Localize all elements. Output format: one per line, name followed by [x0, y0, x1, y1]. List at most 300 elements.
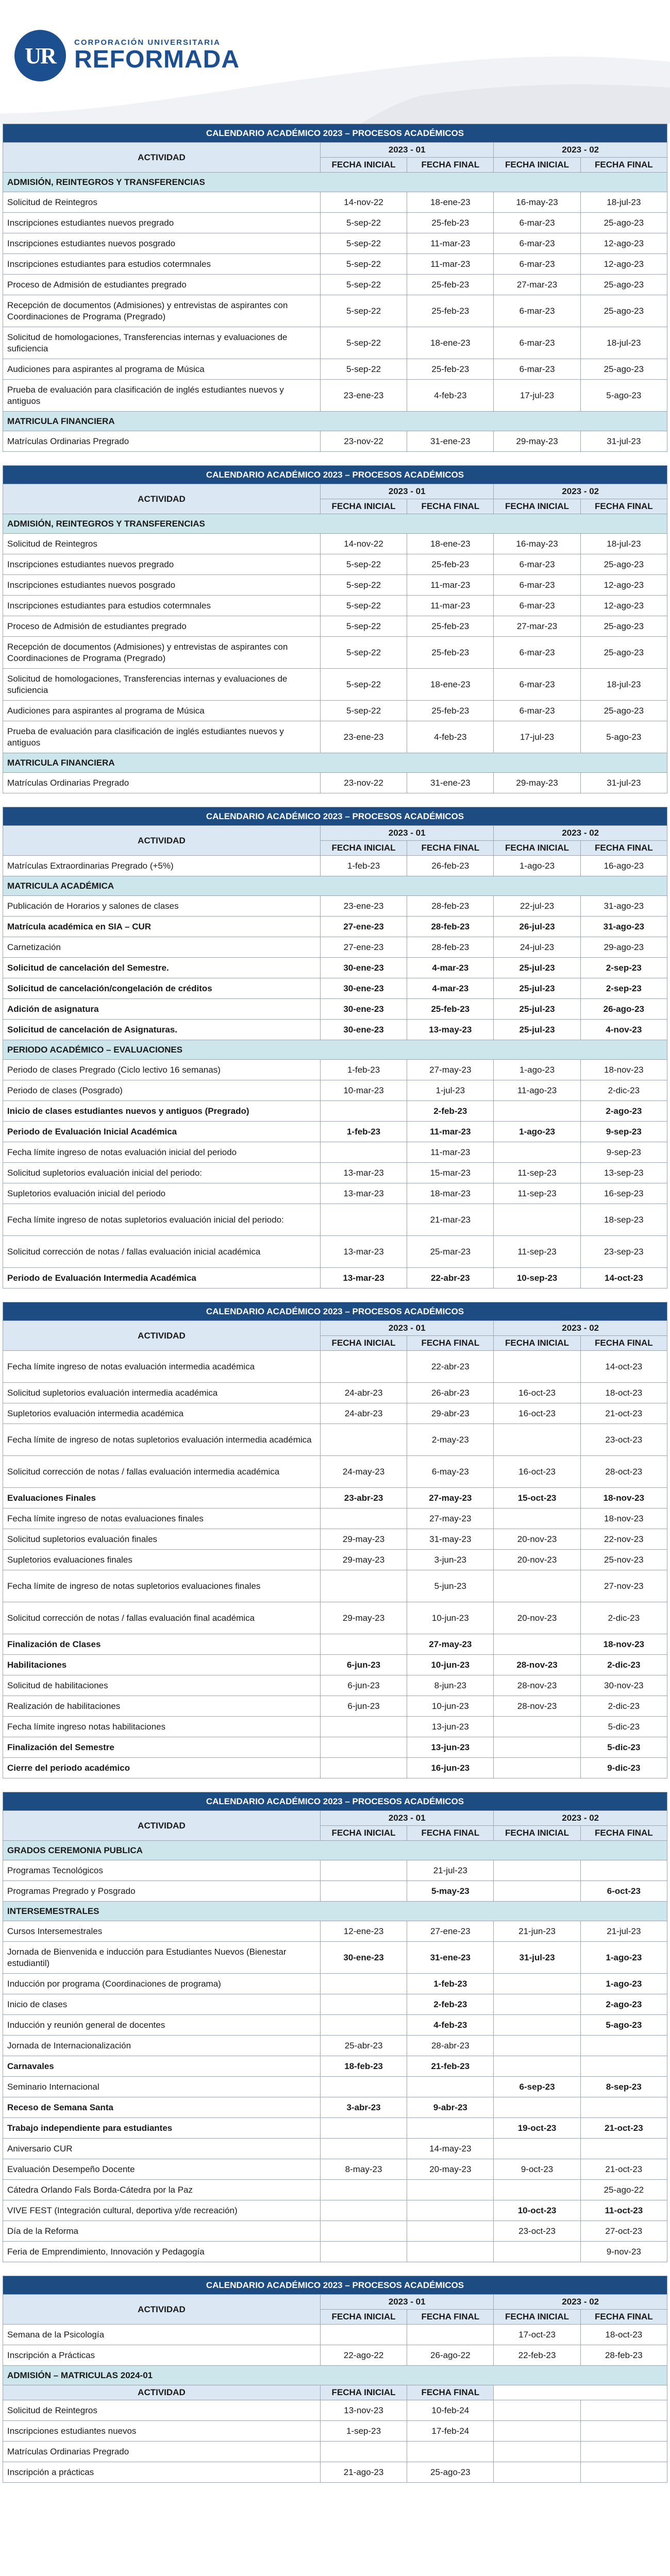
activity-cell: Programas Tecnológicos [3, 1860, 321, 1881]
date-cell: 18-jul-23 [580, 669, 667, 701]
date-cell: 18-oct-23 [580, 2325, 667, 2345]
date-cell: 25-ago-23 [580, 554, 667, 575]
date-cell: 21-oct-23 [580, 2159, 667, 2180]
activity-cell: Carnavales [3, 2056, 321, 2077]
date-cell: 25-abr-23 [320, 2036, 407, 2056]
table-row [3, 2200, 667, 2221]
table-row [3, 1994, 667, 2015]
brand-name: REFORMADA [74, 46, 240, 74]
date-cell [494, 2242, 580, 2262]
table-title: CALENDARIO ACADÉMICO 2023 – PROCESOS ACADÉMICOS [3, 1792, 667, 1811]
period-header: 2023 - 02 [494, 1321, 667, 1336]
activity-cell: Inscripciones estudiantes nuevos [3, 2421, 321, 2442]
activity-cell: Proceso de Admisión de estudiantes pregrado [3, 616, 321, 637]
date-cell: 6-mar-23 [494, 254, 580, 275]
date-cell: 9-sep-23 [580, 1122, 667, 1142]
activity-cell: Cursos Intersemestrales [3, 1921, 321, 1942]
date-cell: 8-may-23 [320, 2159, 407, 2180]
date-column-header: FECHA INICIAL [494, 499, 580, 514]
date-cell: 21-feb-23 [407, 2056, 494, 2077]
section-title: ADMISIÓN, REINTEGROS Y TRANSFERENCIAS [3, 514, 667, 534]
table-row [3, 1717, 667, 1737]
activity-cell: Solicitud de Reintegros [3, 192, 321, 213]
activity-cell: Matrícula académica en SIA – CUR [3, 917, 321, 937]
table-row [3, 978, 667, 999]
table-row [3, 2400, 667, 2421]
date-cell: 1-feb-23 [407, 1974, 494, 1994]
sub-header-row [3, 2385, 667, 2400]
table-row [3, 1101, 667, 1122]
table-row [3, 2015, 667, 2036]
date-cell: 27-may-23 [407, 1634, 494, 1655]
date-cell [320, 2325, 407, 2345]
date-cell: 13-sep-23 [580, 1163, 667, 1183]
date-cell: 4-nov-23 [580, 1020, 667, 1040]
table-row [3, 327, 667, 359]
date-cell: 27-ene-23 [320, 917, 407, 937]
date-cell: 5-ago-23 [580, 721, 667, 753]
date-cell [320, 1204, 407, 1236]
date-cell: 16-oct-23 [494, 1383, 580, 1403]
empty-cell [494, 2385, 667, 2400]
date-cell: 28-nov-23 [494, 1675, 580, 1696]
table-row [3, 2036, 667, 2056]
date-cell [494, 2139, 580, 2159]
date-cell: 14-nov-22 [320, 534, 407, 554]
activity-cell: Fecha límite ingreso de notas supletorios evaluación inicial del periodo: [3, 1204, 321, 1236]
section-title: ADMISIÓN – MATRICULAS 2024-01 [3, 2366, 667, 2385]
date-cell: 15-oct-23 [494, 1488, 580, 1509]
date-cell: 6-mar-23 [494, 295, 580, 327]
date-cell: 23-oct-23 [494, 2221, 580, 2242]
section-row [3, 514, 667, 534]
date-cell: 21-oct-23 [580, 1403, 667, 1424]
date-column-header: FECHA FINAL [580, 158, 667, 173]
date-cell: 28-feb-23 [407, 917, 494, 937]
activity-cell: Solicitud de cancelación/congelación de créditos [3, 978, 321, 999]
activity-cell: Periodo de Evaluación Intermedia Académica [3, 1268, 321, 1289]
activity-cell: Inscripciones estudiantes nuevos pregrado [3, 554, 321, 575]
table-title-row [3, 124, 667, 143]
date-cell: 22-feb-23 [494, 2345, 580, 2366]
period-header: 2023 - 01 [320, 1321, 494, 1336]
date-cell: 25-jul-23 [494, 999, 580, 1020]
date-cell: 27-oct-23 [580, 2221, 667, 2242]
date-cell [407, 2077, 494, 2097]
table-row [3, 1570, 667, 1602]
section-title: GRADOS CEREMONIA PUBLICA [3, 1841, 667, 1860]
table-row [3, 773, 667, 793]
activity-cell: Fecha límite de ingreso de notas supletorios evaluación intermedia académica [3, 1424, 321, 1456]
date-cell: 19-oct-23 [494, 2118, 580, 2139]
table-row [3, 1351, 667, 1383]
activity-cell: Realización de habilitaciones [3, 1696, 321, 1717]
date-cell: 21-oct-23 [580, 2118, 667, 2139]
date-cell: 11-sep-23 [494, 1163, 580, 1183]
table-row [3, 1456, 667, 1488]
date-cell: 18-mar-23 [407, 1183, 494, 1204]
date-cell: 18-feb-23 [320, 2056, 407, 2077]
date-cell: 29-abr-23 [407, 1403, 494, 1424]
date-cell: 5-sep-22 [320, 701, 407, 721]
date-cell: 23-oct-23 [580, 1424, 667, 1456]
activity-cell: Finalización del Semestre [3, 1737, 321, 1758]
table-row [3, 1268, 667, 1289]
activity-cell: Inscripciones estudiantes para estudios cotermnales [3, 254, 321, 275]
section-row [3, 412, 667, 431]
activity-cell: Inscripción a Prácticas [3, 2345, 321, 2366]
date-cell: 18-jul-23 [580, 327, 667, 359]
date-cell: 18-ene-23 [407, 327, 494, 359]
date-cell: 4-mar-23 [407, 958, 494, 978]
activity-cell: Supletorios evaluación intermedia académica [3, 1403, 321, 1424]
date-cell: 11-mar-23 [407, 1142, 494, 1163]
date-column-header: FECHA FINAL [407, 158, 494, 173]
date-cell: 2-sep-23 [580, 958, 667, 978]
section-title: PERIODO ACADÉMICO – EVALUACIONES [3, 1040, 667, 1060]
date-cell: 30-ene-23 [320, 978, 407, 999]
date-column-header: FECHA INICIAL [494, 1826, 580, 1841]
date-cell: 1-ago-23 [494, 1122, 580, 1142]
date-cell [407, 2221, 494, 2242]
date-column-header: FECHA FINAL [580, 499, 667, 514]
date-cell: 27-mar-23 [494, 275, 580, 295]
table-row [3, 637, 667, 669]
date-cell [320, 2221, 407, 2242]
date-cell: 5-sep-22 [320, 554, 407, 575]
date-cell: 8-jun-23 [407, 1675, 494, 1696]
date-cell: 12-ago-23 [580, 596, 667, 616]
date-cell: 18-jul-23 [580, 192, 667, 213]
date-cell [407, 2442, 494, 2462]
date-cell: 29-ago-23 [580, 937, 667, 958]
table-row [3, 2421, 667, 2442]
date-cell: 6-mar-23 [494, 596, 580, 616]
activity-cell: Cierre del periodo académico [3, 1758, 321, 1778]
table-row [3, 554, 667, 575]
table-row [3, 1550, 667, 1570]
date-cell: 28-oct-23 [580, 1456, 667, 1488]
table-row [3, 1921, 667, 1942]
date-cell: 20-may-23 [407, 2159, 494, 2180]
date-cell: 25-feb-23 [407, 701, 494, 721]
activity-column-header: ACTIVIDAD [3, 1321, 321, 1351]
activity-cell: Recepción de documentos (Admisiones) y entrevistas de aspirantes con Coordinaciones de Programa (Pregrado) [3, 295, 321, 327]
date-cell: 18-oct-23 [580, 1383, 667, 1403]
date-column-header: FECHA FINAL [580, 2310, 667, 2325]
date-cell [580, 2036, 667, 2056]
date-cell: 6-jun-23 [320, 1675, 407, 1696]
date-cell [494, 2421, 580, 2442]
date-cell [494, 1634, 580, 1655]
date-cell [494, 1860, 580, 1881]
section-title: MATRICULA FINANCIERA [3, 412, 667, 431]
calendar-table [3, 1792, 667, 2262]
table-row [3, 999, 667, 1020]
date-cell: 9-nov-23 [580, 2242, 667, 2262]
date-cell: 25-feb-23 [407, 616, 494, 637]
table-title: CALENDARIO ACADÉMICO 2023 – PROCESOS ACADÉMICOS [3, 1302, 667, 1321]
activity-cell: Receso de Semana Santa [3, 2097, 321, 2118]
date-cell: 5-sep-22 [320, 359, 407, 380]
period-header: 2023 - 02 [494, 143, 667, 158]
date-cell: 28-feb-23 [407, 896, 494, 917]
logo-mark: UR [14, 30, 66, 81]
period-header: 2023 - 02 [494, 1811, 667, 1826]
date-cell [407, 2118, 494, 2139]
table-row [3, 2242, 667, 2262]
brand-logo [14, 30, 240, 81]
table-row [3, 1942, 667, 1974]
activity-cell: Solicitud de homologaciones, Transferencias internas y evaluaciones de suficiencia [3, 669, 321, 701]
period-header: 2023 - 01 [320, 143, 494, 158]
date-cell: 5-may-23 [407, 1881, 494, 1902]
date-cell [320, 2118, 407, 2139]
period-header-row [3, 1321, 667, 1336]
date-cell: 25-feb-23 [407, 213, 494, 233]
date-cell [494, 2180, 580, 2200]
date-cell: 6-mar-23 [494, 233, 580, 254]
date-cell [580, 2442, 667, 2462]
date-cell [494, 2015, 580, 2036]
table-row [3, 2180, 667, 2200]
activity-cell: Fecha límite ingreso notas habilitaciones [3, 1717, 321, 1737]
table-row [3, 1881, 667, 1902]
date-cell [320, 1758, 407, 1778]
table-row [3, 1655, 667, 1675]
date-cell: 6-jun-23 [320, 1655, 407, 1675]
date-cell [320, 2139, 407, 2159]
section-title: INTERSEMESTRALES [3, 1902, 667, 1921]
activity-cell: Matrículas Extraordinarias Pregrado (+5%) [3, 856, 321, 876]
date-cell: 9-dic-23 [580, 1758, 667, 1778]
table-row [3, 1696, 667, 1717]
date-cell [320, 1509, 407, 1529]
table-row [3, 431, 667, 452]
table-row [3, 1142, 667, 1163]
date-cell [580, 2421, 667, 2442]
table-title: CALENDARIO ACADÉMICO 2023 – PROCESOS ACADÉMICOS [3, 124, 667, 143]
date-cell: 25-jul-23 [494, 958, 580, 978]
date-cell [320, 1737, 407, 1758]
table-row [3, 295, 667, 327]
date-column-header: FECHA FINAL [407, 2310, 494, 2325]
date-cell: 10-jun-23 [407, 1696, 494, 1717]
table-title: CALENDARIO ACADÉMICO 2023 – PROCESOS ACADÉMICOS [3, 807, 667, 826]
date-cell [320, 1101, 407, 1122]
date-cell [494, 2400, 580, 2421]
table-row [3, 2221, 667, 2242]
date-cell: 23-nov-22 [320, 773, 407, 793]
date-cell: 14-oct-23 [580, 1351, 667, 1383]
activity-cell: Solicitud corrección de notas / fallas evaluación final académica [3, 1602, 321, 1634]
date-cell: 29-may-23 [320, 1529, 407, 1550]
date-cell: 18-ene-23 [407, 669, 494, 701]
date-column-header: FECHA INICIAL [320, 2385, 407, 2400]
date-cell: 2-feb-23 [407, 1101, 494, 1122]
date-cell: 2-dic-23 [580, 1602, 667, 1634]
activity-cell: Matrículas Ordinarias Pregrado [3, 773, 321, 793]
activity-cell: Feria de Emprendimiento, Innovación y Pedagogía [3, 2242, 321, 2262]
table-row [3, 596, 667, 616]
period-header: 2023 - 01 [320, 484, 494, 499]
date-cell [494, 1204, 580, 1236]
period-header-row [3, 826, 667, 841]
date-column-header: FECHA INICIAL [494, 1336, 580, 1351]
date-cell: 18-sep-23 [580, 1204, 667, 1236]
date-cell: 6-sep-23 [494, 2077, 580, 2097]
date-cell [320, 1881, 407, 1902]
date-cell: 15-mar-23 [407, 1163, 494, 1183]
date-cell: 25-feb-23 [407, 359, 494, 380]
table-row [3, 254, 667, 275]
date-cell: 5-sep-22 [320, 254, 407, 275]
date-cell: 25-ago-23 [407, 2462, 494, 2483]
table-row [3, 1204, 667, 1236]
table-row [3, 275, 667, 295]
date-cell [580, 2400, 667, 2421]
activity-column-header: ACTIVIDAD [3, 484, 321, 514]
date-cell: 13-mar-23 [320, 1268, 407, 1289]
date-cell: 22-ago-22 [320, 2345, 407, 2366]
date-cell: 17-jul-23 [494, 380, 580, 412]
date-cell: 28-nov-23 [494, 1696, 580, 1717]
date-cell [320, 1994, 407, 2015]
period-header-row [3, 484, 667, 499]
date-cell: 13-mar-23 [320, 1236, 407, 1268]
activity-column-header: ACTIVIDAD [3, 1811, 321, 1841]
date-cell: 9-abr-23 [407, 2097, 494, 2118]
activity-cell: Solicitud supletorios evaluación intermedia académica [3, 1383, 321, 1403]
date-cell: 26-ago-22 [407, 2345, 494, 2366]
table-row [3, 2056, 667, 2077]
activity-cell: Solicitud de Reintegros [3, 2400, 321, 2421]
date-cell: 31-ago-23 [580, 896, 667, 917]
table-row [3, 721, 667, 753]
date-cell [494, 1974, 580, 1994]
date-cell: 2-feb-23 [407, 1994, 494, 2015]
date-cell [320, 1570, 407, 1602]
table-row [3, 1758, 667, 1778]
activity-cell: Solicitud de cancelación de Asignaturas. [3, 1020, 321, 1040]
date-cell: 30-ene-23 [320, 1942, 407, 1974]
period-header: 2023 - 02 [494, 484, 667, 499]
table-row [3, 1183, 667, 1204]
date-column-header: FECHA FINAL [407, 1336, 494, 1351]
section-row [3, 1841, 667, 1860]
activity-cell: Audiciones para aspirantes al programa de Música [3, 359, 321, 380]
date-cell: 11-sep-23 [494, 1183, 580, 1204]
date-cell: 18-nov-23 [580, 1634, 667, 1655]
date-cell: 1-jul-23 [407, 1080, 494, 1101]
date-cell: 23-ene-23 [320, 896, 407, 917]
date-cell: 27-mar-23 [494, 616, 580, 637]
date-cell: 31-may-23 [407, 1529, 494, 1550]
activity-cell: Prueba de evaluación para clasificación de inglés estudiantes nuevos y antiguos [3, 380, 321, 412]
activity-cell: Solicitud de habilitaciones [3, 1675, 321, 1696]
date-cell: 6-mar-23 [494, 701, 580, 721]
date-cell: 20-nov-23 [494, 1602, 580, 1634]
date-cell [494, 1509, 580, 1529]
table-row [3, 1737, 667, 1758]
date-cell: 16-oct-23 [494, 1403, 580, 1424]
activity-cell: Inscripciones estudiantes nuevos pregrado [3, 213, 321, 233]
section-row [3, 1902, 667, 1921]
activity-cell: Adición de asignatura [3, 999, 321, 1020]
date-cell: 6-mar-23 [494, 359, 580, 380]
date-cell: 2-may-23 [407, 1424, 494, 1456]
date-cell [494, 1737, 580, 1758]
table-title-row [3, 807, 667, 826]
date-cell: 13-jun-23 [407, 1737, 494, 1758]
activity-cell: Fecha límite ingreso de notas evaluación intermedia académica [3, 1351, 321, 1383]
period-header: 2023 - 01 [320, 1811, 494, 1826]
section-title: ADMISIÓN, REINTEGROS Y TRANSFERENCIAS [3, 173, 667, 192]
table-row [3, 192, 667, 213]
date-cell: 10-feb-24 [407, 2400, 494, 2421]
table-row [3, 213, 667, 233]
date-cell [494, 1994, 580, 2015]
date-cell: 23-abr-23 [320, 1488, 407, 1509]
date-cell: 11-mar-23 [407, 233, 494, 254]
date-column-header: FECHA FINAL [407, 499, 494, 514]
table-row [3, 2159, 667, 2180]
date-cell: 16-ago-23 [580, 856, 667, 876]
date-cell [320, 1717, 407, 1737]
date-cell: 22-jul-23 [494, 896, 580, 917]
date-cell: 26-feb-23 [407, 856, 494, 876]
table-row [3, 669, 667, 701]
table-row [3, 2442, 667, 2462]
date-column-header: FECHA INICIAL [320, 1826, 407, 1841]
date-cell: 25-ago-22 [580, 2180, 667, 2200]
table-title-row [3, 1302, 667, 1321]
date-cell: 12-ago-23 [580, 254, 667, 275]
date-cell: 5-sep-22 [320, 233, 407, 254]
date-cell: 31-ene-23 [407, 431, 494, 452]
table-row [3, 380, 667, 412]
date-cell: 18-jul-23 [580, 534, 667, 554]
activity-cell: Cátedra Orlando Fals Borda-Cátedra por la Paz [3, 2180, 321, 2200]
date-cell: 25-ago-23 [580, 637, 667, 669]
table-row [3, 1163, 667, 1183]
date-cell: 8-sep-23 [580, 2077, 667, 2097]
date-cell: 18-nov-23 [580, 1488, 667, 1509]
date-cell: 31-jul-23 [494, 1942, 580, 1974]
activity-cell: VIVE FEST (Integración cultural, deportiva y/de recreación) [3, 2200, 321, 2221]
table-row [3, 1236, 667, 1268]
date-cell: 27-ene-23 [320, 937, 407, 958]
table-row [3, 2325, 667, 2345]
section-row [3, 2366, 667, 2385]
date-cell: 1-ago-23 [494, 856, 580, 876]
date-cell: 25-ago-23 [580, 213, 667, 233]
table-title-row [3, 466, 667, 484]
date-cell: 1-feb-23 [320, 1122, 407, 1142]
date-cell: 10-jun-23 [407, 1602, 494, 1634]
activity-cell: Seminario Internacional [3, 2077, 321, 2097]
date-cell: 5-sep-22 [320, 575, 407, 596]
date-cell: 6-mar-23 [494, 554, 580, 575]
date-cell: 10-oct-23 [494, 2200, 580, 2221]
table-row [3, 1020, 667, 1040]
table-title-row [3, 2276, 667, 2295]
date-cell [494, 2097, 580, 2118]
activity-cell: Periodo de Evaluación Inicial Académica [3, 1122, 321, 1142]
date-cell: 5-ago-23 [580, 380, 667, 412]
section-title: MATRICULA ACADÉMICA [3, 876, 667, 896]
date-cell: 31-jul-23 [580, 431, 667, 452]
